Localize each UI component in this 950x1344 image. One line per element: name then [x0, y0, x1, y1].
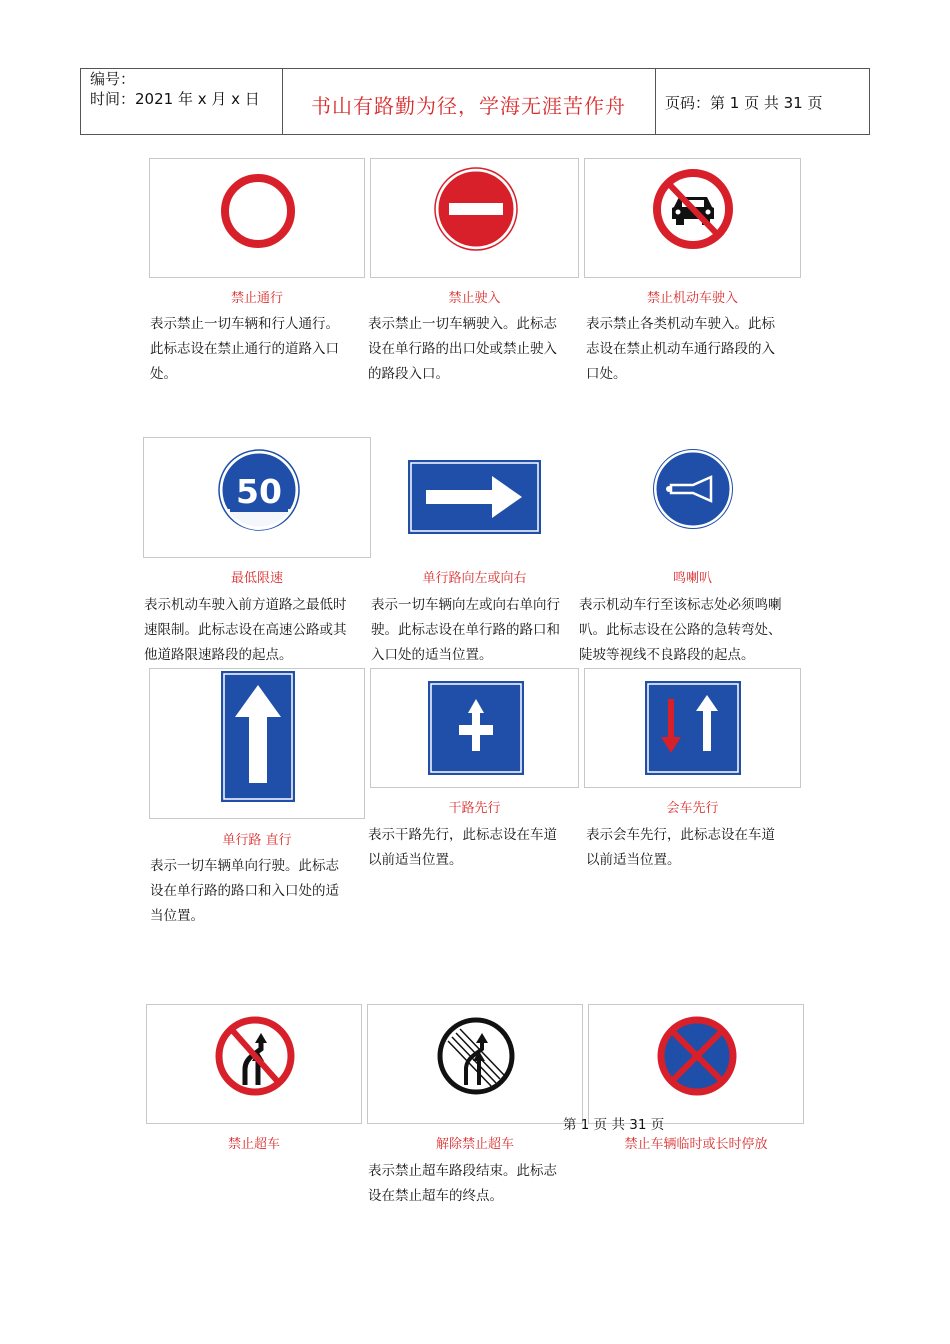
sign-box-oncoming-priority — [584, 668, 801, 788]
sign-title: 会车先行 — [666, 801, 719, 816]
sign-box-minimum-speed — [143, 437, 371, 558]
sign-description: 表示干路先行，此标志设在车道 以前适当位置。 — [368, 827, 557, 868]
sign-box-no-overtaking — [146, 1004, 362, 1124]
sign-description: 表示禁止各类机动车驶入。此标 志设在禁止机动车通行路段的入 口处。 — [586, 316, 775, 382]
sign-box-no-entry — [149, 158, 365, 278]
header-page-cell — [655, 69, 869, 134]
one-way-right-icon — [408, 460, 541, 534]
one-way-straight-icon — [150, 669, 366, 820]
no-motor-vehicles-icon — [585, 159, 802, 279]
sign-description: 表示一切车辆向左或向右单向行 驶。此标志设在单行路的路口和 入口处的适当位置。 — [371, 597, 560, 663]
header-meta-cell — [81, 69, 283, 134]
sign-description: 表示禁止一切车辆和行人通行。 此标志设在禁止通行的道路入口 处。 — [150, 316, 339, 382]
no-parking-icon — [589, 1005, 805, 1125]
sign-title: 单行路向左或向右 — [422, 571, 527, 586]
sign-box-one-way-straight — [149, 668, 365, 819]
document-header — [80, 68, 870, 135]
sign-description: 表示禁止一切车辆驶入。此标志 设在单行路的出口处或禁止驶入 的路段入口。 — [368, 316, 557, 382]
sign-title: 解除禁止超车 — [435, 1137, 514, 1152]
sign-description: 表示禁止超车路段结束。此标志 设在禁止超车的终点。 — [368, 1163, 557, 1204]
sign-description: 表示机动车驶入前方道路之最低时 速限制。此标志设在高速公路或其 他道路限速路段的起点。 — [144, 597, 347, 663]
minimum-speed-icon — [144, 438, 372, 559]
date-label: 时间：2021 年 x 月 x 日 — [90, 90, 260, 108]
main-road-priority-icon — [371, 669, 580, 789]
sign-box-do-not-enter — [370, 158, 579, 278]
sign-title: 禁止驶入 — [448, 291, 501, 306]
sign-box-no-motor-vehicles — [584, 158, 801, 278]
sign-title: 鸣喇叭 — [672, 571, 712, 586]
sign-title: 禁止机动车驶入 — [646, 291, 738, 306]
no-overtaking-icon — [147, 1005, 363, 1125]
end-no-overtaking-icon — [368, 1005, 584, 1125]
sign-one-way-right — [408, 460, 541, 534]
header-motto-cell — [282, 69, 656, 134]
sign-title: 禁止超车 — [227, 1137, 280, 1152]
sign-description: 表示机动车行至该标志处必须鸣喇 叭。此标志设在公路的急转弯处、 陡坡等视线不良路段的起点。 — [579, 597, 782, 663]
sign-description: 表示一切车辆单向行驶。此标志 设在单行路的路口和入口处的适 当位置。 — [150, 858, 339, 924]
sign-title: 最低限速 — [230, 571, 283, 586]
sign-box-end-no-overtaking — [367, 1004, 583, 1124]
no-entry-circle-icon — [150, 159, 366, 279]
sign-title: 单行路 直行 — [222, 833, 292, 848]
page-footer: 第 1 页 共 31 页 — [563, 1117, 665, 1133]
do-not-enter-icon — [371, 159, 580, 279]
sign-horn — [653, 449, 733, 529]
number-label: 编号： — [90, 70, 136, 88]
horn-icon — [653, 449, 733, 529]
sign-title: 禁止车辆临时或长时停放 — [624, 1137, 768, 1152]
oncoming-priority-icon — [585, 669, 802, 789]
speed-value: 50 — [236, 472, 282, 511]
motto: 书山有路勤为径，学海无涯苦作舟 — [311, 94, 626, 118]
sign-title: 禁止通行 — [230, 291, 283, 306]
page-info: 页码：第 1 页 共 31 页 — [665, 94, 823, 112]
sign-box-no-parking — [588, 1004, 804, 1124]
sign-box-main-road-priority — [370, 668, 579, 788]
sign-title: 干路先行 — [448, 801, 501, 816]
sign-description: 表示会车先行，此标志设在车道 以前适当位置。 — [586, 827, 775, 868]
